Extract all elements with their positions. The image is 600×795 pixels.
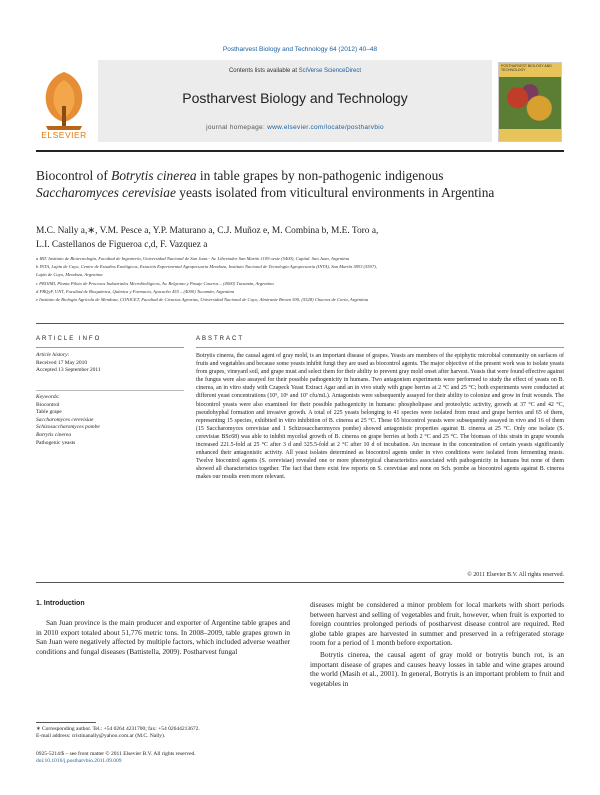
- affiliation: a IBT. Instituto de Biotecnología, Facultad de Ingeniería, Universidad Nacional de San Juan.- Av. Libertador San Martín 1109 oeste (5400), Capital. San Juan, Argentina: [36, 256, 350, 261]
- article-history: [36, 352, 184, 375]
- keyword: Botrytis cinerea: [36, 431, 72, 438]
- title-part: yeasts isolated from viticultural environments in Argentina: [175, 184, 495, 200]
- affiliation: d FBQyF, UNT, Facultad de Bioquímica, Química y Farmacia, Ayacucho 455 – (4000) Tucumán, Argentina: [36, 288, 235, 294]
- elsevier-tree-logo: [36, 66, 92, 132]
- article-title: [36, 168, 564, 201]
- authors-line: L.I. Castellanos de Figueroa c,d, F. Vazquez a: [36, 239, 208, 250]
- corresponding-author: ∗ Corresponding author. Tel.: +54 0264 4231700; fax: +54 02644213672.: [36, 726, 200, 732]
- title-part-italic: Botrytis cinerea: [111, 168, 197, 183]
- contents-prefix: Contents lists available at: [228, 68, 299, 74]
- title-part: in table grapes by non-pathogenic indigenous: [196, 168, 444, 183]
- keywords-rule: [36, 390, 184, 391]
- issn-line: 0925-5214/$ – see front matter © 2011 Elsevier B.V. All rights reserved.: [36, 751, 196, 757]
- copyright: © 2011 Elsevier B.V. All rights reserved.: [467, 572, 564, 578]
- author-list: [36, 225, 564, 252]
- affiliations: [36, 255, 564, 304]
- homepage-line: [98, 124, 492, 131]
- footnote-rule: [36, 722, 96, 723]
- keyword: Biocontrol: [36, 401, 60, 408]
- keywords-label: Keywords:: [36, 394, 60, 400]
- body-column-left: [36, 618, 290, 658]
- affiliation: b INTA, Luján de Cuyo, Centro de Estudios Enológicos, Estación Experimental Agropecuaria Mendoza, Instituto Nacional de Tecnología Agropecuaria (INTA), San Martín 3853 (5507),: [36, 264, 377, 270]
- received-date: Received 17 May 2010: [36, 359, 88, 366]
- abstract-heading: ABSTRACT: [196, 336, 245, 342]
- cover-title: POSTHARVEST BIOLOGY AND TECHNOLOGY: [499, 63, 561, 77]
- keyword: Pathogenic yeasts: [36, 439, 76, 446]
- masthead: [36, 60, 564, 146]
- keyword: Table grape: [36, 409, 62, 416]
- paragraph: diseases might be considered a minor problem for local markets with short periods between harvest and selling of vegetables and fruit, however, when fruit is exported to foreign countries prolonged periods of postharvest disease control are required. Red globe table grapes are harvested in summer and preserved in a refrigerated storage room for a period of 1 month before exportation.: [310, 600, 564, 648]
- masthead-rule: [36, 150, 564, 152]
- accepted-date: Accepted 13 September 2011: [36, 367, 101, 374]
- homepage-link[interactable]: www.elsevier.com/locate/postharvbio: [267, 124, 384, 131]
- history-label: Article history:: [36, 352, 70, 358]
- publication-info: [36, 751, 290, 766]
- journal-title: Postharvest Biology and Technology: [182, 90, 408, 106]
- affiliation: e Instituto de Biología Agrícola de Mendoza, CONICET, Facultad de Ciencias Agrarias, Universidad Nacional de Cuyo, Almirante Brown 500, (5528) Chacras de Coria, Argentina: [36, 297, 369, 303]
- title-part-italic: Saccharomyces cerevisiae: [36, 184, 176, 200]
- masthead-banner: [98, 60, 492, 142]
- authors-line: M.C. Nally a,∗, V.M. Pesce a, Y.P. Maturano a, C.J. Muñoz e, M. Combina b, M.E. Toro a,: [36, 226, 379, 236]
- running-header: Postharvest Biology and Technology 64 (2012) 40–48: [222, 46, 378, 53]
- keyword: Saccharomyces cerevisiae: [36, 416, 94, 423]
- paragraph: San Juan province is the main producer and exporter of Argentine table grapes and in 2010 export totaled about 51,776 metric tons. In 2008–2009, table grapes grown in San Juan were negatively affected by multiple factors, which included adverse weather conditions and fungal diseases (Battistella, 2009). Postharvest fungal: [36, 618, 290, 656]
- publisher-wordmark: ELSEVIER: [41, 130, 87, 140]
- sciencedirect-link[interactable]: SciVerse ScienceDirect: [298, 68, 362, 74]
- doi-link[interactable]: doi:10.1016/j.postharvbio.2011.09.009: [36, 758, 122, 765]
- affiliation: c PROIMI, Planta Piloto de Procesos Industriales Microbiológicos, Av. Belgrano y Pasaje Caseros – (4000) Tucumán, Argentina: [36, 280, 274, 286]
- body-column-right: [310, 600, 564, 690]
- homepage-prefix: journal homepage:: [206, 124, 268, 131]
- journal-cover-thumbnail: [498, 62, 562, 142]
- cover-footer: [499, 129, 561, 141]
- header-rule: [36, 323, 564, 324]
- title-part: Biocontrol of: [36, 168, 112, 183]
- affiliation: Luján de Cuyo, Mendoza, Argentina: [36, 272, 103, 278]
- cover-fruit-image: [499, 77, 561, 129]
- article-info-heading: ARTICLE INFO: [36, 336, 102, 342]
- section-heading-introduction: 1. Introduction: [36, 600, 85, 607]
- footnote: [36, 726, 290, 741]
- keyword: Schizosaccharomyces pombe: [36, 424, 100, 431]
- keywords-block: [36, 394, 184, 447]
- abstract-bottom-rule: [36, 582, 564, 583]
- abstract-text: Botrytis cinerea, the causal agent of gray mold, is an important disease of grapes. Yeasts are members of the epiphytic microbial community on surfaces of fruits and vegetables and because some yeasts inhibit fungi they are used as biocontrol agents. The major objective of the present work was to isolate yeasts from grapes, vineyard soil, and grape must and select them for their ability to prevent gray mold onset after harvest. Yeasts that were found effective against the fungus were also assayed for their possible pathogenicity in humans. Two antagonism experiments were performed to study the effect of yeasts on B. cinerea, an in vitro study with Czapeck Yeast Extract Agar and an in vivo study with grape berries at 2 °C and 25 °C; both experiments were conducted at different yeast concentrations (10⁵, 10⁶ and 10⁷ cfu/mL). Antagonists were subsequently assayed for their ability to colonize and grow in fruit wounds. The biocontrol yeasts were also examined for their possible pathogenicity in humans: phospholipase and proteolytic activity, growth at 37 °C and 42 °C, pseudohyphal formation and invasive growth. A total of 225 yeasts belonging to 41 species were isolated from must and grape berries and 65 of them, representing 15 species, exhibited in vitro inhibition of B. cinerea at 25 °C. These 65 biocontrol yeasts were subsequently assayed in vivo and 16 of them (15 Saccharomyces cerevisiae and 1 Schizosaccharomyces pombe) showed antagonistic properties against B. cinerea at 25 °C. Only one isolate (S. cerevisiae BSc68) was able to inhibit mycelial growth of B. cinerea on grape berries at both 2 °C and 25 °C. The biomass of this strain in grape wounds increased 221.5-fold at 25 °C after 3 d and 325.5-fold at 2 °C after 10 d of incubation. An increase in the concentration of certain yeasts significantly enhanced their antagonistic activity. All yeast isolates determined as biocontrol agents under in vivo conditions were isolated from fermenting musts. Twelve biocontrol agents (S. cerevisiae) revealed one or more phenotypical characteristics associated with pathogenicity in humans but none of them showed all characteristics together. The fact that there exist few reports on S. cerevisiae and none on Sch. pombe as biocontrol agents against B. cinerea makes our results even more relevant.: [196, 353, 564, 481]
- article-info-rule: [36, 347, 184, 348]
- paragraph: Botrytis cinerea, the causal agent of gray mold or botrytis bunch rot, is an important disease of grapes and causes heavy losses in table and wine grapes around the world (Masih et al., 2001). In general, Botrytis is an important problem to fruit and vegetables in: [310, 649, 564, 688]
- contents-line: [98, 68, 492, 74]
- abstract-rule: [196, 347, 564, 348]
- email-address[interactable]: E-mail address: cristinanally@yahoo.com.ar (M.C. Nally).: [36, 733, 166, 740]
